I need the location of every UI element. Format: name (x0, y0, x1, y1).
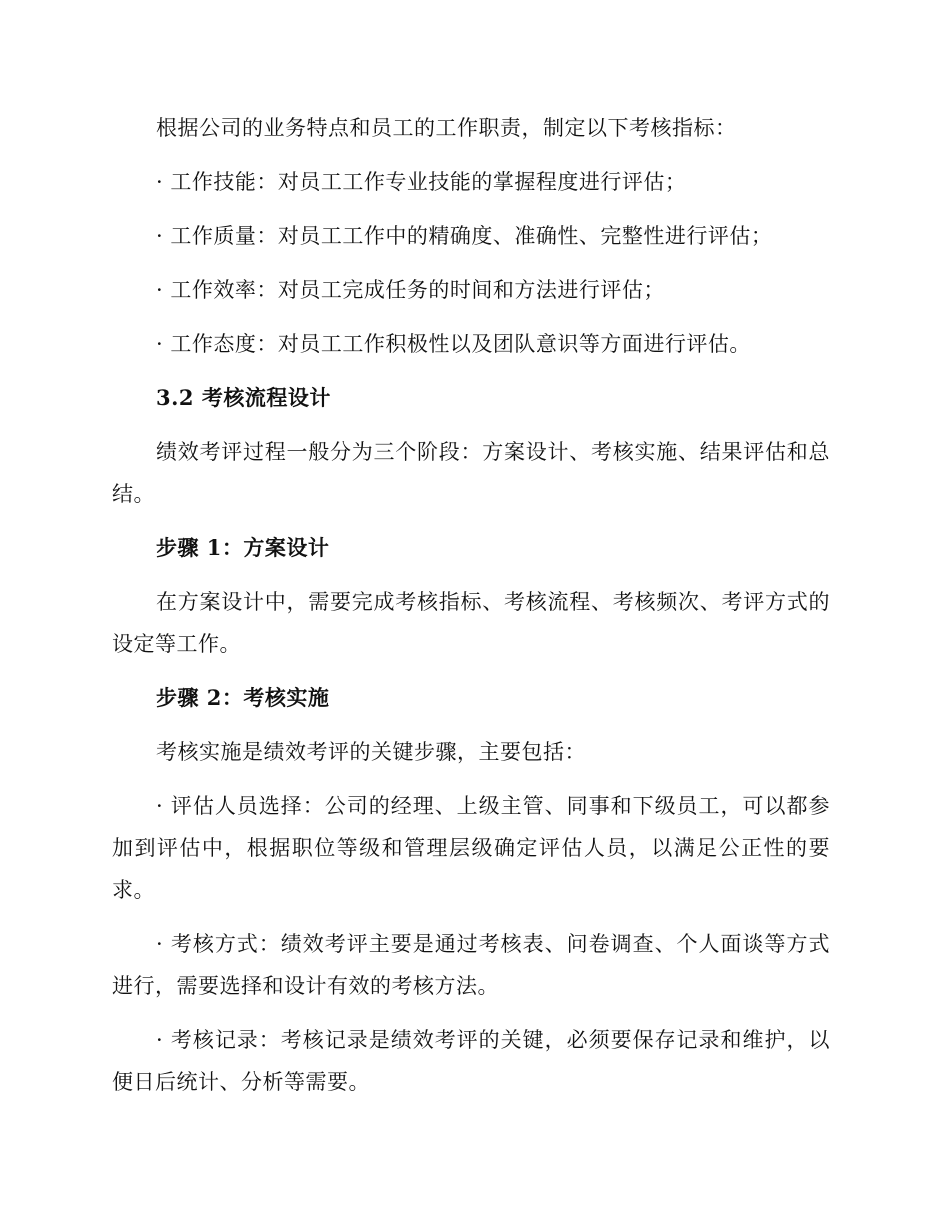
intro-paragraph: 根据公司的业务特点和员工的工作职责，制定以下考核指标： (156, 116, 737, 140)
indicator-item-quality: · 工作质量：对员工工作中的精确度、准确性、完整性进行评估； (156, 224, 773, 248)
indicator-item-skill: · 工作技能：对员工工作专业技能的掌握程度进行评估； (156, 170, 687, 194)
section-heading: 3.2 考核流程设计 (156, 385, 331, 410)
indicator-item-attitude: · 工作态度：对员工工作积极性以及团队意识等方面进行评估。 (156, 332, 751, 356)
step1-paragraph: 在方案设计中，需要完成考核指标、考核流程、考核频次、考评方式的设定等工作。 (112, 590, 830, 656)
step2-item-method: · 考核方式：绩效考评主要是通过考核表、问卷调查、个人面谈等方式进行，需要选择和设计有效的考核方法。 (112, 932, 830, 998)
step2-item-evaluators: · 评估人员选择：公司的经理、上级主管、同事和下级员工，可以都参加到评估中，根据职位等级和管理层级确定评估人员，以满足公正性的要求。 (112, 794, 830, 902)
document-body (112, 107, 830, 1103)
step2-intro-paragraph: 考核实施是绩效考评的关键步骤，主要包括： (156, 740, 586, 764)
process-intro-paragraph: 绩效考评过程一般分为三个阶段：方案设计、考核实施、结果评估和总结。 (112, 440, 830, 506)
step1-heading: 步骤 1：方案设计 (156, 535, 330, 560)
step2-item-records: · 考核记录：考核记录是绩效考评的关键，必须要保存记录和维护，以便日后统计、分析等需要。 (112, 1028, 830, 1094)
step2-heading: 步骤 2：考核实施 (156, 685, 330, 710)
indicator-item-efficiency: · 工作效率：对员工完成任务的时间和方法进行评估； (156, 278, 665, 302)
